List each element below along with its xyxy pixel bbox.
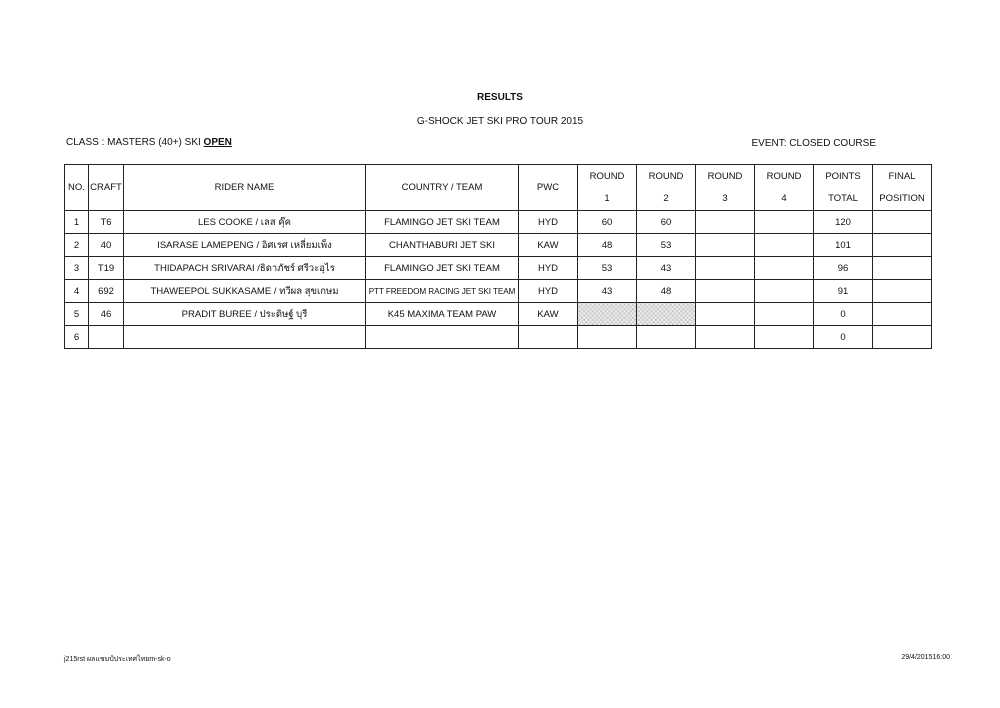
cell-pwc bbox=[519, 326, 578, 349]
header-round-2-top: ROUND bbox=[648, 170, 684, 182]
header-round-4-top: ROUND bbox=[766, 170, 802, 182]
cell-round-4 bbox=[755, 211, 814, 234]
cell-final-position bbox=[873, 303, 932, 326]
cell-team: PTT FREEDOM RACING JET SKI TEAM bbox=[366, 280, 519, 303]
cell-no: 4 bbox=[65, 280, 89, 303]
cell-pwc: HYD bbox=[519, 280, 578, 303]
cell-craft: T19 bbox=[89, 257, 124, 280]
header-final-position bbox=[873, 165, 932, 211]
cell-round-2: 60 bbox=[637, 211, 696, 234]
class-label bbox=[66, 137, 232, 148]
cell-rider-name bbox=[124, 326, 366, 349]
cell-round-4 bbox=[755, 303, 814, 326]
cell-team: CHANTHABURI JET SKI bbox=[366, 234, 519, 257]
cell-points-total: 0 bbox=[814, 303, 873, 326]
cell-round-1: 48 bbox=[578, 234, 637, 257]
cell-rider-name: THIDAPACH SRIVARAI /ธิดาภัชร์ ศรีวะอุไร bbox=[124, 257, 366, 280]
cell-points-total: 96 bbox=[814, 257, 873, 280]
header-country-team: COUNTRY / TEAM bbox=[366, 165, 519, 211]
cell-final-position bbox=[873, 211, 932, 234]
class-prefix: CLASS : MASTERS (40+) SKI bbox=[66, 137, 204, 148]
cell-no: 5 bbox=[65, 303, 89, 326]
header-round-1-bottom: 1 bbox=[604, 192, 610, 204]
cell-rider-name: THAWEEPOL SUKKASAME / ทวีผล สุขเกษม bbox=[124, 280, 366, 303]
cell-pwc: HYD bbox=[519, 211, 578, 234]
cell-round-4 bbox=[755, 234, 814, 257]
table-row bbox=[65, 280, 932, 303]
footer-file-reference: j215rst ผลแชมป์ประเทศไทยm-sk-o bbox=[64, 656, 171, 663]
results-table bbox=[64, 164, 932, 349]
table-row bbox=[65, 234, 932, 257]
cell-round-3 bbox=[696, 211, 755, 234]
header-round-4-bottom: 4 bbox=[781, 192, 787, 204]
cell-round-3 bbox=[696, 326, 755, 349]
header-craft: CRAFT bbox=[89, 165, 124, 211]
header-row bbox=[65, 165, 932, 211]
cell-no: 2 bbox=[65, 234, 89, 257]
document-subtitle: G-SHOCK JET SKI PRO TOUR 2015 bbox=[416, 116, 584, 127]
cell-round-2: 53 bbox=[637, 234, 696, 257]
cell-round-1-shaded bbox=[578, 303, 637, 326]
cell-craft: 40 bbox=[89, 234, 124, 257]
footer-timestamp: 29/4/201516:00 bbox=[901, 654, 950, 661]
cell-craft bbox=[89, 326, 124, 349]
cell-no: 3 bbox=[65, 257, 89, 280]
cell-final-position bbox=[873, 257, 932, 280]
header-rider-name: RIDER NAME bbox=[124, 165, 366, 211]
cell-no: 6 bbox=[65, 326, 89, 349]
cell-team bbox=[366, 326, 519, 349]
cell-round-1: 60 bbox=[578, 211, 637, 234]
table-row bbox=[65, 211, 932, 234]
cell-craft: T6 bbox=[89, 211, 124, 234]
header-round-4 bbox=[755, 165, 814, 211]
cell-final-position bbox=[873, 326, 932, 349]
cell-round-2: 48 bbox=[637, 280, 696, 303]
header-final-top: FINAL bbox=[888, 170, 916, 182]
cell-team: K45 MAXIMA TEAM PAW bbox=[366, 303, 519, 326]
cell-round-4 bbox=[755, 326, 814, 349]
cell-round-4 bbox=[755, 257, 814, 280]
cell-pwc: KAW bbox=[519, 234, 578, 257]
header-points-top: POINTS bbox=[825, 170, 861, 182]
cell-round-2-shaded bbox=[637, 303, 696, 326]
cell-pwc: HYD bbox=[519, 257, 578, 280]
cell-rider-name: LES COOKE / เลส คุ๊ค bbox=[124, 211, 366, 234]
cell-round-2 bbox=[637, 326, 696, 349]
cell-team: FLAMINGO JET SKI TEAM bbox=[366, 211, 519, 234]
cell-round-2: 43 bbox=[637, 257, 696, 280]
cell-round-1: 43 bbox=[578, 280, 637, 303]
cell-round-4 bbox=[755, 280, 814, 303]
cell-pwc: KAW bbox=[519, 303, 578, 326]
table-row bbox=[65, 303, 932, 326]
cell-round-1 bbox=[578, 326, 637, 349]
header-round-3-bottom: 3 bbox=[722, 192, 728, 204]
cell-points-total: 101 bbox=[814, 234, 873, 257]
cell-round-3 bbox=[696, 257, 755, 280]
cell-round-3 bbox=[696, 303, 755, 326]
cell-round-3 bbox=[696, 280, 755, 303]
class-open: OPEN bbox=[203, 137, 232, 148]
cell-points-total: 0 bbox=[814, 326, 873, 349]
table-row bbox=[65, 326, 932, 349]
header-round-2 bbox=[637, 165, 696, 211]
cell-points-total: 120 bbox=[814, 211, 873, 234]
header-final-bottom: POSITION bbox=[879, 192, 925, 204]
header-pwc: PWC bbox=[519, 165, 578, 211]
header-round-3 bbox=[696, 165, 755, 211]
cell-rider-name: PRADIT BUREE / ประดิษฐ์ บุรี bbox=[124, 303, 366, 326]
cell-craft: 692 bbox=[89, 280, 124, 303]
cell-rider-name: ISARASE LAMEPENG / อิศเรศ เหลี่ยมเพ็ง bbox=[124, 234, 366, 257]
cell-no: 1 bbox=[65, 211, 89, 234]
cell-final-position bbox=[873, 280, 932, 303]
header-no: NO. bbox=[65, 165, 89, 211]
header-points-bottom: TOTAL bbox=[828, 192, 858, 204]
cell-final-position bbox=[873, 234, 932, 257]
event-label: EVENT: CLOSED COURSE bbox=[751, 138, 876, 149]
table-row bbox=[65, 257, 932, 280]
header-round-2-bottom: 2 bbox=[663, 192, 669, 204]
header-round-1 bbox=[578, 165, 637, 211]
header-points-total bbox=[814, 165, 873, 211]
cell-team: FLAMINGO JET SKI TEAM bbox=[366, 257, 519, 280]
header-round-1-top: ROUND bbox=[589, 170, 625, 182]
cell-points-total: 91 bbox=[814, 280, 873, 303]
cell-round-1: 53 bbox=[578, 257, 637, 280]
cell-craft: 46 bbox=[89, 303, 124, 326]
cell-round-3 bbox=[696, 234, 755, 257]
header-round-3-top: ROUND bbox=[707, 170, 743, 182]
document-title: RESULTS bbox=[477, 92, 523, 103]
